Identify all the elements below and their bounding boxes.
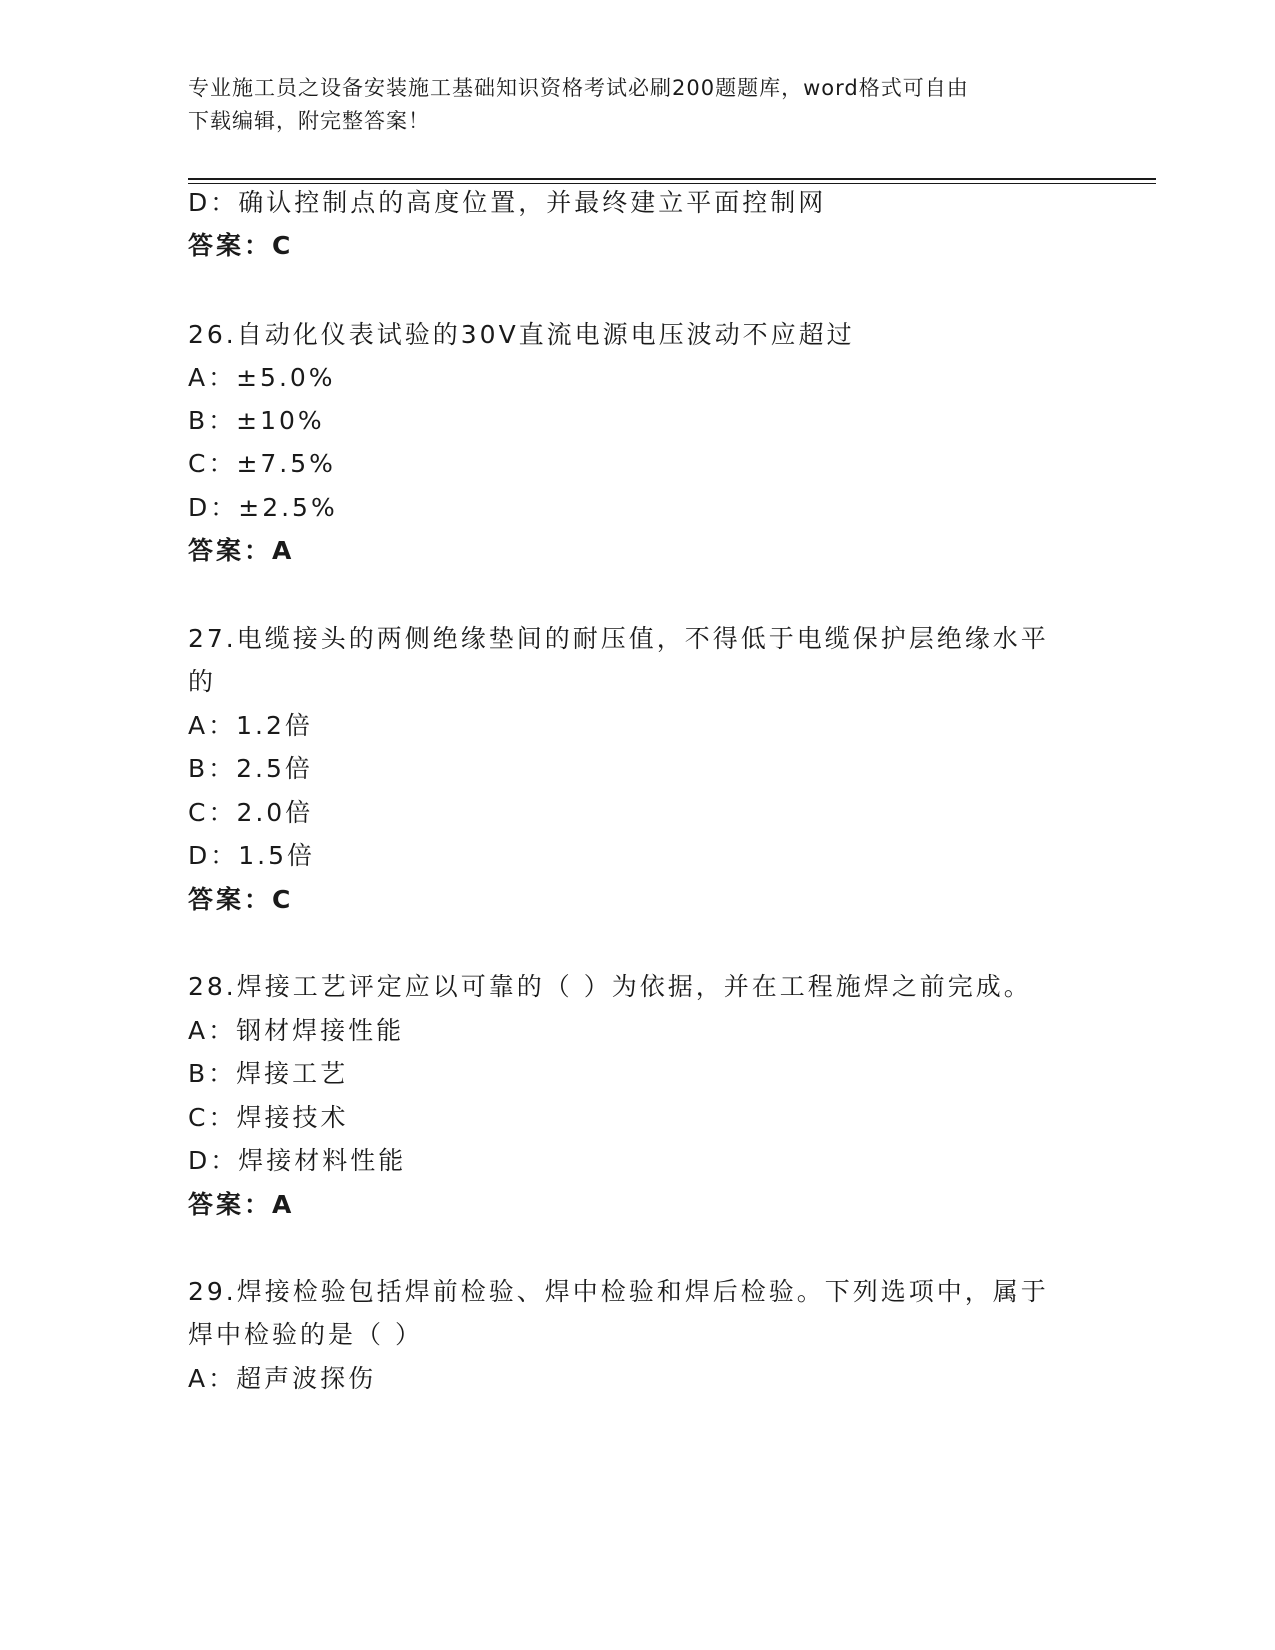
question-26-stem: 26.自动化仪表试验的30V直流电源电压波动不应超过 [188, 320, 855, 349]
question-27-option-b: B：2.5倍 [188, 754, 313, 783]
header-divider-thick [188, 178, 1156, 180]
question-28-option-d: D：焊接材料性能 [188, 1146, 407, 1175]
question-29-stem-continued: 焊中检验的是（ ） [188, 1320, 423, 1349]
question-26-option-b: B：±10% [188, 406, 325, 435]
question-28-option-a: A：钢材焊接性能 [188, 1016, 405, 1045]
question-28-stem: 28.焊接工艺评定应以可靠的（ ）为依据，并在工程施焊之前完成。 [188, 972, 1032, 1001]
question-27-answer: 答案：C [188, 885, 294, 914]
question-29-stem: 29.焊接检验包括焊前检验、焊中检验和焊后检验。下列选项中，属于 [188, 1277, 1049, 1306]
question-29-option-a: A：超声波探伤 [188, 1364, 377, 1393]
question-27-option-d: D：1.5倍 [188, 841, 316, 870]
prev-question-option-d: D：确认控制点的高度位置，并最终建立平面控制网 [188, 188, 827, 217]
question-28-option-c: C：焊接技术 [188, 1103, 349, 1132]
header-line-1: 专业施工员之设备安装施工基础知识资格考试必刷200题题库，word格式可自由 [188, 76, 969, 100]
question-28-answer: 答案：A [188, 1190, 295, 1219]
question-27-stem-continued: 的 [188, 667, 217, 696]
document-header [188, 72, 1088, 138]
header-divider-thin [188, 183, 1156, 184]
question-27-stem: 27.电缆接头的两侧绝缘垫间的耐压值，不得低于电缆保护层绝缘水平 [188, 624, 1049, 653]
question-26-option-c: C：±7.5% [188, 449, 336, 478]
question-27-option-a: A：1.2倍 [188, 711, 313, 740]
question-26-option-d: D：±2.5% [188, 493, 338, 522]
header-line-2: 下载编辑，附完整答案！ [188, 109, 430, 133]
question-27-option-c: C：2.0倍 [188, 798, 314, 827]
question-26-option-a: A：±5.0% [188, 363, 336, 392]
prev-question-answer: 答案：C [188, 231, 294, 260]
question-26-answer: 答案：A [188, 536, 295, 565]
question-28-option-b: B：焊接工艺 [188, 1059, 349, 1088]
